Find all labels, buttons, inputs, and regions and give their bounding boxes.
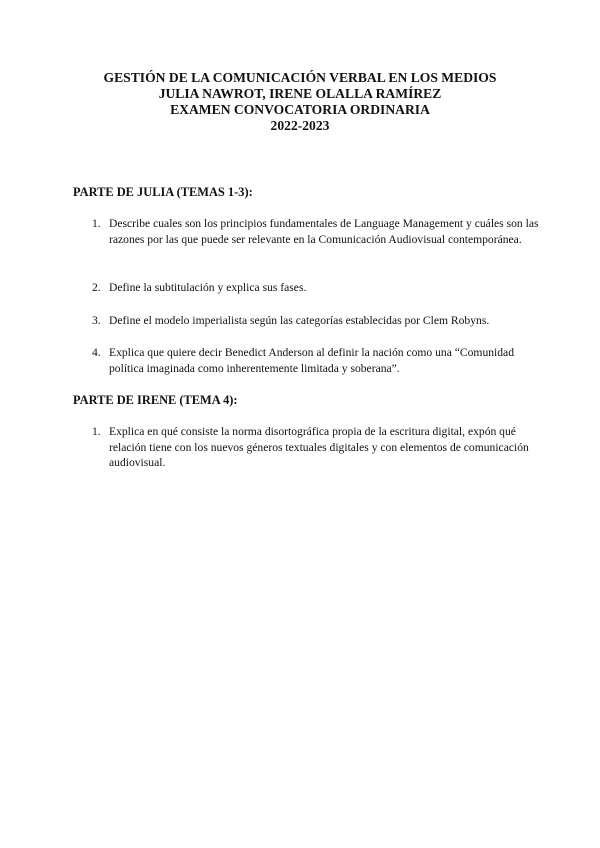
section-title-irene: PARTE DE IRENE (TEMA 4): — [73, 393, 238, 407]
exam-title: EXAMEN CONVOCATORIA ORDINARIA — [170, 102, 430, 117]
question-text: Define el modelo imperialista según las categorías establecidas por Clem Robyns. — [109, 314, 490, 327]
question-number: 4. — [92, 346, 101, 359]
question-item — [92, 280, 549, 296]
question-number: 2. — [92, 281, 101, 294]
question-text: Define la subtitulación y explica sus fases. — [109, 281, 307, 294]
question-item — [92, 424, 549, 471]
question-number: 1. — [92, 425, 101, 438]
academic-year: 2022-2023 — [270, 118, 330, 133]
question-item — [92, 313, 549, 329]
question-number: 1. — [92, 217, 101, 230]
question-item — [92, 216, 549, 247]
authors-line: JULIA NAWROT, IRENE OLALLA RAMÍREZ — [158, 86, 442, 101]
question-number: 3. — [92, 314, 101, 327]
question-text: Explica en qué consiste la norma disortográfica propia de la escritura digital, expón qué relación tiene con los nuevos géneros textuales digitales y con elementos de comunicación audiovisual. — [109, 425, 529, 469]
document-header — [0, 70, 600, 134]
question-text: Explica que quiere decir Benedict Anderson al definir la nación como una “Comunidad política imaginada como inherentemente limitada y soberana”. — [109, 346, 514, 375]
section-title-julia: PARTE DE JULIA (TEMAS 1-3): — [73, 185, 253, 199]
question-item — [92, 345, 549, 376]
question-text: Describe cuales son los principios fundamentales de Language Management y cuáles son las razones por las que puede ser relevante en la Comunicación Audiovisual contemporánea. — [109, 217, 539, 246]
course-title: GESTIÓN DE LA COMUNICACIÓN VERBAL EN LOS MEDIOS — [103, 70, 497, 85]
